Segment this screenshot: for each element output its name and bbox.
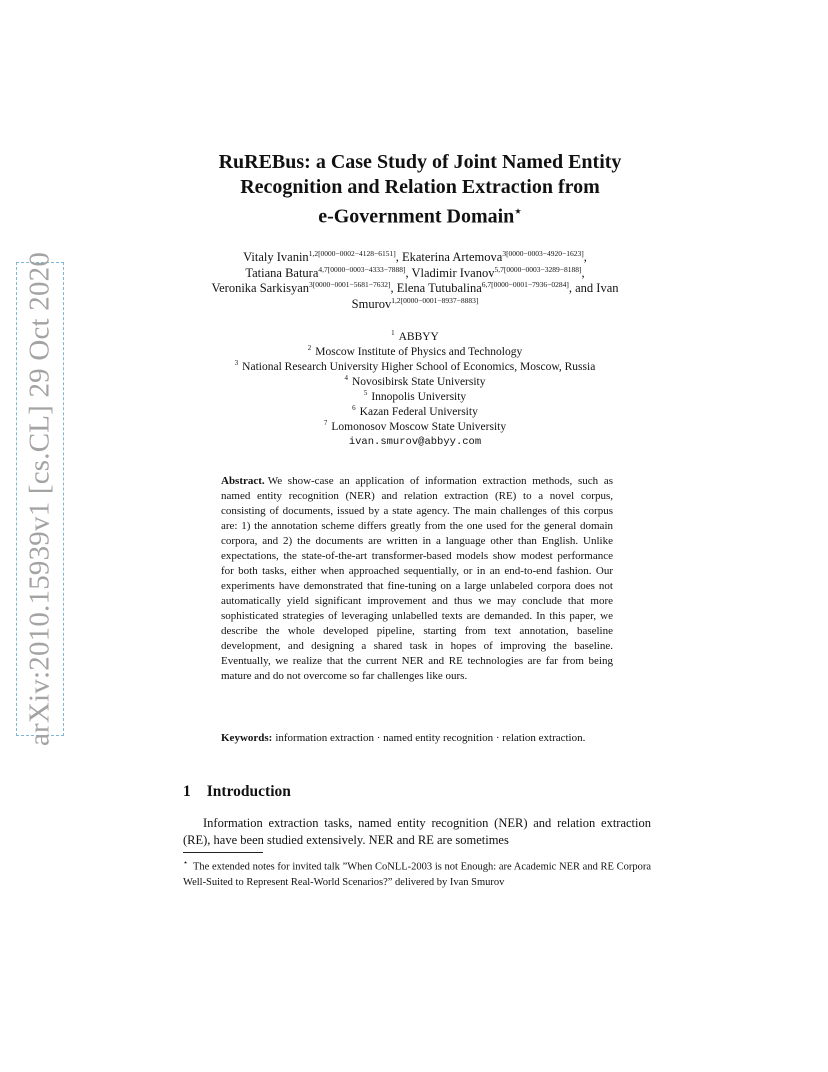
author-name: Ivan Smurov [351, 281, 619, 311]
author-separator: , [405, 265, 412, 280]
affiliation-number: 1 [391, 329, 395, 338]
title-line-1: RuREBus: a Case Study of Joint Named Entity [218, 151, 622, 173]
affiliation-name: Lomonosov Moscow State University [331, 421, 507, 433]
author-name: Tatiana Batura [245, 265, 319, 280]
affiliation-list [160, 330, 670, 450]
author-name: Vladimir Ivanov [411, 265, 495, 280]
paper-title [160, 150, 680, 229]
author-affiliation: 4,7[0000−0003−4333−7888] [318, 264, 406, 274]
keywords [221, 731, 613, 746]
affiliation-name: ABBYY [398, 331, 439, 343]
arxiv-id: arXiv:2010.15939v1 [cs.CL] 29 Oct 2020 [23, 251, 56, 747]
title-footnote-mark: ⋆ [514, 204, 522, 218]
abstract [221, 474, 613, 684]
title-line-3-text: e-Government Domain [318, 205, 515, 228]
affiliation-name: National Research University Higher School of Economics, Moscow, Russia [242, 361, 596, 373]
author-name: Veronika Sarkisyan [211, 281, 310, 295]
author-affiliation: 3[0000−0001−5681−7632] [309, 279, 391, 289]
affiliation-item [160, 405, 670, 420]
footnote-text: The extended notes for invited talk ”When CoNLL-2003 is not Enough: are Academic NER and RE Corpora Well-Suited to Represent Real-World Scenarios?” delivered by Ivan Smurov [183, 861, 651, 888]
keywords-label: Keywords: [221, 732, 273, 744]
abstract-text: We show-case an application of information extraction methods, such as named entity recognition (NER) and relation extraction (RE) to a novel corpus, consisting of documents, issued by a state agency. The main challenges of this corpus are: 1) the annotation scheme differs greatly from the one used for the general domain corpora, and 2) the documents are written in a language other than English. Unlike expectations, the state-of-the-art transformer-based models show modest performance for both tasks, either when approached sequentially, or in an end-to-end fashion. Our experiments have demonstrated that fine-tuning on a large unlabeled corpora does not automatically yield significant improvement and thus we may conclude that more sophisticated strategies of leveraging unlabelled texts are demanded. In this paper, we describe the whole developed pipeline, starting from text annotation, baseline development, and designing a shared task in hopes of improving the baseline. Eventually, we realize that the current NER and RE technologies are far from being mature and do not overcome so far challenges like ours. [221, 475, 613, 682]
affiliation-item [160, 420, 670, 435]
author-affiliation: 1,2[0000−0001−8937−8883] [391, 295, 479, 305]
intro-paragraph: Information extraction tasks, named entity recognition (NER) and relation extraction (RE), have been studied extensively. NER and RE are sometimes [183, 816, 651, 847]
affiliation-name: Moscow Institute of Physics and Technology [315, 346, 523, 358]
affiliation-name: Innopolis University [371, 391, 467, 403]
author-list [150, 250, 680, 312]
affiliation-name: Kazan Federal University [359, 406, 478, 418]
affiliation-item [160, 375, 670, 390]
author-separator: , [581, 265, 585, 280]
affiliation-item [160, 330, 670, 345]
author-separator: , [583, 250, 587, 264]
author-name: Vitaly Ivanin [243, 250, 309, 264]
contact-email[interactable]: ivan.smurov@abbyy.com [348, 436, 482, 448]
author-separator: , [395, 250, 402, 264]
affiliation-number: 6 [352, 404, 356, 413]
author-affiliation: 3[0000−0003−4920−1623] [502, 248, 584, 258]
abstract-label: Abstract. [221, 475, 265, 487]
section-title: Introduction [206, 783, 291, 800]
title-line-2: Recognition and Relation Extraction from [240, 175, 600, 198]
author-name: Ekaterina Artemova [402, 250, 503, 264]
affiliation-name: Novosibirsk State University [351, 376, 486, 388]
footnote [183, 855, 651, 890]
footnote-mark: ⋆ [183, 858, 189, 867]
affiliation-item [160, 360, 670, 375]
affiliation-number: 7 [323, 419, 328, 428]
affiliation-number: 4 [344, 374, 348, 383]
arxiv-stamp [16, 251, 64, 747]
section-number: 1 [183, 783, 191, 800]
title-line-3 [160, 199, 680, 229]
affiliation-number: 2 [307, 344, 312, 353]
author-separator: , [390, 281, 397, 295]
author-name: Elena Tutubalina [396, 281, 482, 295]
author-separator: , and [568, 281, 597, 295]
affiliation-number: 5 [363, 389, 368, 398]
footnote-rule [183, 852, 263, 853]
affiliation-item [160, 390, 670, 405]
author-affiliation: 1,2[0000−0002−4128−6151] [308, 248, 396, 258]
affiliation-number: 3 [234, 359, 239, 368]
author-affiliation: 5,7[0000−0003−3289−8188] [494, 264, 582, 274]
section-heading [183, 783, 291, 801]
keywords-text: information extraction · named entity recognition · relation extraction. [275, 732, 586, 744]
author-affiliation: 6,7[0000−0001−7936−0284] [481, 279, 569, 289]
affiliation-item [160, 345, 670, 360]
